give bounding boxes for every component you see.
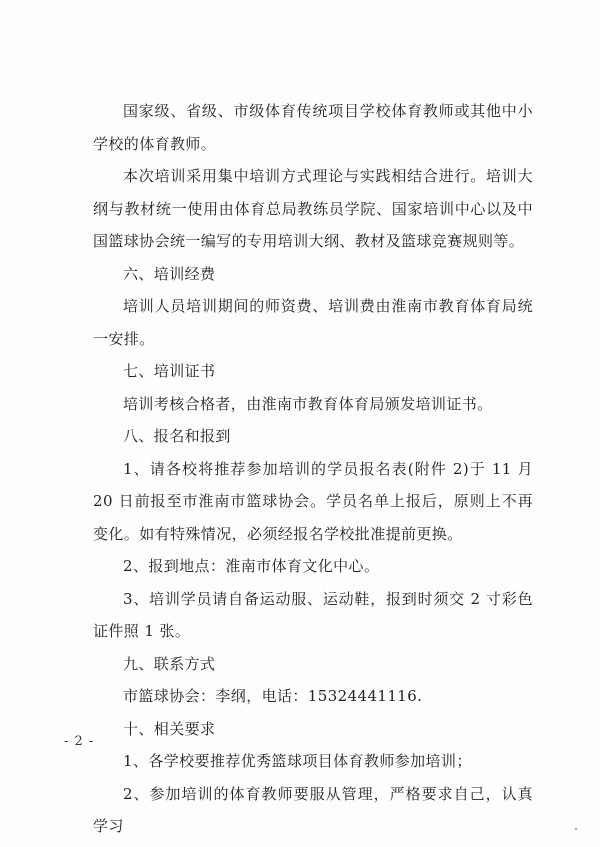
paragraph-eligibility-continued: 国家级、省级、市级体育传统项目学校体育教师或其他中小学校的体育教师。 bbox=[93, 102, 533, 153]
paragraph-training-expenses: 培训人员培训期间的师资费、培训费由淮南市教育体育局统一安排。 bbox=[93, 297, 533, 348]
heading-requirements: 十、相关要求 bbox=[123, 719, 216, 738]
paragraph-training-certificate: 培训考核合格者，由淮南市教育体育局颁发培训证书。 bbox=[123, 394, 493, 413]
heading-training-certificate: 七、培训证书 bbox=[123, 362, 216, 380]
heading-registration: 八、报名和报到 bbox=[123, 427, 231, 445]
paragraph-contact: 市篮球协会：李纲，电话：15324441116. bbox=[123, 687, 423, 705]
scan-speck bbox=[575, 828, 577, 830]
paragraph-registration-item-2: 2、报到地点：淮南市体育文化中心。 bbox=[123, 557, 380, 575]
heading-training-expenses: 六、培训经费 bbox=[123, 264, 216, 283]
document-body bbox=[93, 95, 533, 843]
paragraph-training-method: 本次培训采用集中培训方式理论与实践相结合进行。培训大纲与教材统一使用由体育总局教练员学院、国家培训中心以及中国篮球协会统一编写的专用培训大纲、教材及篮球竞赛规则等。 bbox=[93, 167, 533, 250]
paragraph-registration-item-3: 3、培训学员请自备运动服、运动鞋，报到时须交 2 寸彩色证件照 1 张。 bbox=[93, 589, 533, 640]
paragraph-registration-item-1: 1、请各校将推荐参加培训的学员报名表(附件 2)于 11 月 20 日前报至市淮南市篮球协会。学员名单上报后，原则上不再变化。如有特殊情况，必须经报名学校批准提前更换。 bbox=[93, 459, 533, 543]
heading-contact: 九、联系方式 bbox=[123, 654, 216, 673]
page-number: - 2 - bbox=[64, 734, 95, 749]
paragraph-requirement-1: 1、各学校要推荐优秀篮球项目体育教师参加培训； bbox=[123, 752, 472, 770]
paragraph-requirement-2: 2、参加培训的体育教师要服从管理，严格要求自己，认真学习 bbox=[93, 784, 533, 835]
